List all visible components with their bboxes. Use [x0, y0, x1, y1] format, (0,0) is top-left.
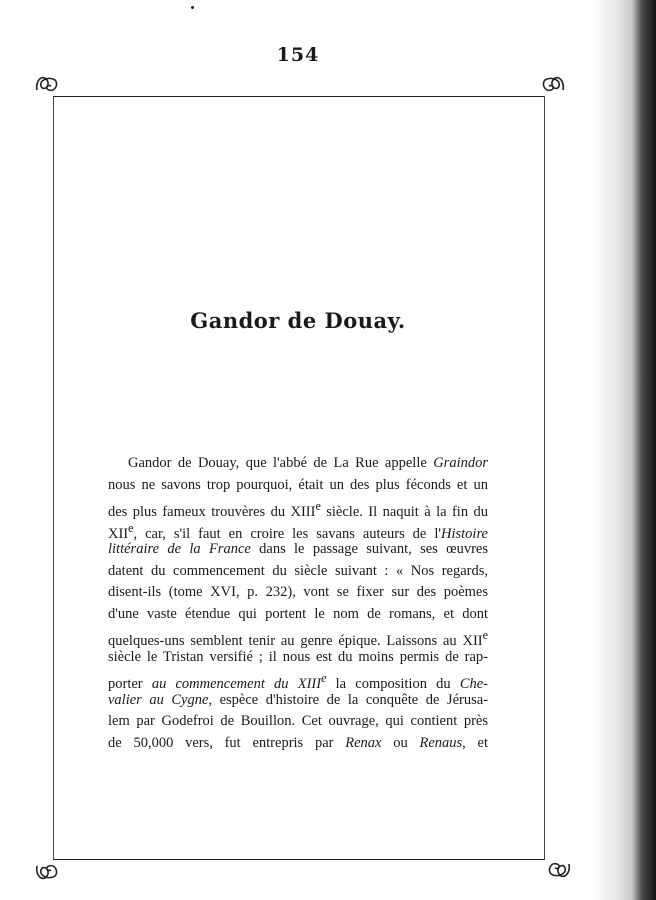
text-line: disent-ils (tome XVI, p. 232), vont se fixer sur des poèmes [108, 584, 488, 600]
text-line: porter au commencement du XIIIe la composition du Che- [108, 671, 488, 692]
text-line: des plus fameux trouvères du XIIIe siècle. Il naquit à la fin du [108, 499, 488, 520]
text-line: siècle le Tristan versifié ; il nous est du moins permis de rap- [108, 648, 488, 665]
text-line: datent du commencement du siècle suivant : « Nos regards, [108, 562, 488, 579]
corner-ornament-icon [539, 70, 567, 98]
text-line: nous ne savons trop pourquoi, était un des plus féconds et un [108, 476, 488, 493]
page-number: 154 [276, 44, 320, 66]
text-line: XIIe, car, s'il faut en croire les savans auteurs de l'Histoire [108, 520, 488, 542]
text-line: lem par Godefroi de Bouillon. Cet ouvrage, qui contient près [108, 713, 488, 729]
text-line: valier au Cygne, espèce d'histoire de la conquête de Jérusa- [108, 691, 488, 708]
body-paragraph [108, 453, 488, 754]
text-line: de 50,000 vers, fut entrepris par Renax ou Renaus, et [108, 734, 488, 751]
text-line: d'une vaste étendue qui portent le nom de romans, et dont [108, 605, 488, 622]
text-line: quelques-uns semblent tenir au genre épique. Laissons au XIIe [108, 628, 488, 649]
corner-ornament-icon [545, 856, 573, 884]
book-page-edge [592, 0, 656, 900]
corner-ornament-icon [33, 858, 61, 886]
text-line: littéraire de la France dans le passage suivant, ses œuvres [108, 541, 488, 557]
chapter-title: Gandor de Douay. [190, 308, 406, 333]
text-line: Gandor de Douay, que l'abbé de La Rue appelle Graindor [128, 455, 488, 471]
ink-speck [191, 6, 194, 9]
corner-ornament-icon [33, 70, 61, 98]
